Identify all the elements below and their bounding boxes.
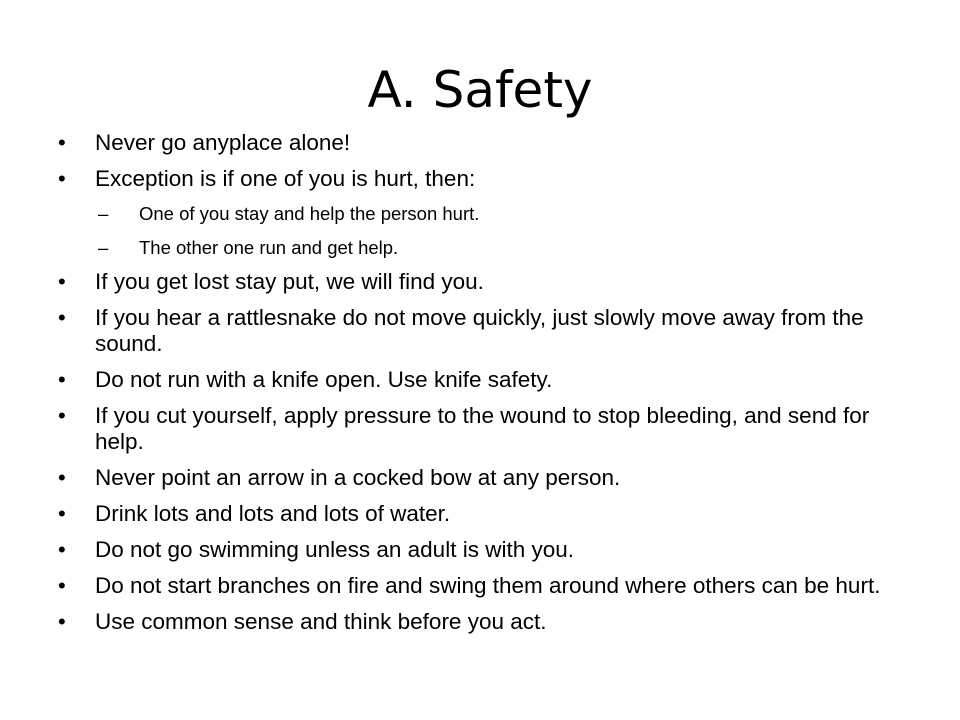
bullet-item <box>58 269 908 295</box>
bullet-text: Drink lots and lots and lots of water. <box>95 501 451 526</box>
bullet-icon: • <box>58 305 66 330</box>
bullet-icon: • <box>58 403 66 428</box>
bullet-text: If you cut yourself, apply pressure to the wound to stop bleeding, and send for help. <box>95 403 870 454</box>
bullet-list <box>58 130 908 645</box>
bullet-item <box>58 501 908 527</box>
bullet-text: Use common sense and think before you act. <box>95 609 547 634</box>
bullet-icon: • <box>58 269 66 294</box>
dash-icon: – <box>98 237 109 258</box>
bullet-item <box>58 465 908 491</box>
bullet-icon: • <box>58 130 66 155</box>
bullet-text: If you get lost stay put, we will find you. <box>95 269 484 294</box>
bullet-text: Do not start branches on fire and swing them around where others can be hurt. <box>95 573 881 598</box>
bullet-item <box>58 166 908 192</box>
bullet-item <box>58 305 908 357</box>
sub-bullet-list <box>58 202 908 259</box>
bullet-item <box>58 609 908 635</box>
sub-bullet-item <box>98 236 908 259</box>
bullet-text: If you hear a rattlesnake do not move quickly, just slowly move away from the sound. <box>95 305 864 356</box>
bullet-text: Never point an arrow in a cocked bow at any person. <box>95 465 621 490</box>
sub-bullet-text: One of you stay and help the person hurt. <box>139 203 480 224</box>
sub-bullet-text: The other one run and get help. <box>139 237 399 258</box>
bullet-item <box>58 573 908 599</box>
bullet-icon: • <box>58 573 66 598</box>
bullet-icon: • <box>58 537 66 562</box>
slide-title: A. Safety <box>367 61 593 119</box>
bullet-text: Do not go swimming unless an adult is with you. <box>95 537 574 562</box>
bullet-item <box>58 403 908 455</box>
bullet-text: Exception is if one of you is hurt, then: <box>95 166 476 191</box>
bullet-icon: • <box>58 166 66 191</box>
bullet-item <box>58 130 908 156</box>
bullet-text: Never go anyplace alone! <box>95 130 351 155</box>
bullet-icon: • <box>58 367 66 392</box>
bullet-text: Do not run with a knife open. Use knife safety. <box>95 367 553 392</box>
bullet-icon: • <box>58 501 66 526</box>
bullet-icon: • <box>58 465 66 490</box>
bullet-item <box>58 537 908 563</box>
sub-bullet-item <box>98 202 908 225</box>
bullet-item <box>58 367 908 393</box>
bullet-icon: • <box>58 609 66 634</box>
dash-icon: – <box>98 203 109 224</box>
